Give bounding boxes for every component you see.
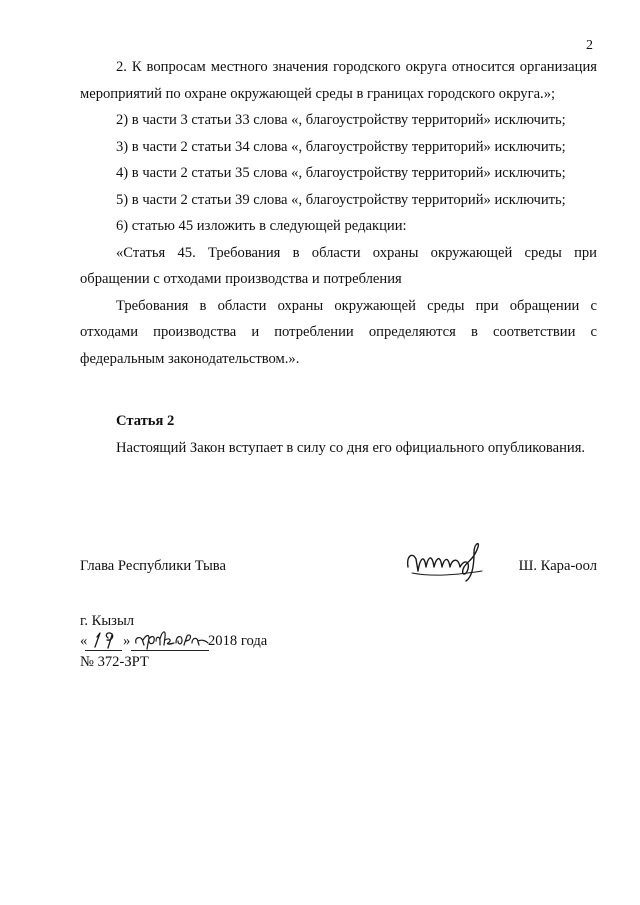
document-number: № 372-ЗРТ bbox=[80, 654, 149, 670]
date-month-underline bbox=[131, 650, 209, 651]
paragraph-amendment-2: 2) в части 3 статьи 33 слова «, благоустройству территорий» исключить; bbox=[116, 112, 566, 128]
date-close-quote: » bbox=[123, 633, 131, 649]
date-day-underline bbox=[85, 650, 122, 651]
article-2-heading: Статья 2 bbox=[116, 413, 175, 429]
document-body bbox=[80, 54, 597, 461]
paragraph-item-2: 2. К вопросам местного значения городского округа относится организация мероприятий по охране окружающей среды в границах городского округа.»; bbox=[80, 59, 597, 102]
paragraph-amendment-5: 5) в части 2 статьи 39 слова «, благоустройству территорий» исключить; bbox=[116, 191, 566, 208]
paragraph-amendment-6: 6) статью 45 изложить в следующей редакции: bbox=[116, 218, 407, 234]
signatory-name: Ш. Кара-оол bbox=[518, 558, 597, 574]
paragraph-amendment-3: 3) в части 2 статьи 34 слова «, благоустройству территорий» исключить; bbox=[116, 138, 566, 155]
paragraph-article-45-title: «Статья 45. Требования в области охраны окружающей среды при обращении с отходами производства и потребления bbox=[80, 244, 597, 287]
page-number: 2 bbox=[586, 38, 593, 53]
signatory-title: Глава Республики Тыва bbox=[80, 558, 226, 574]
paragraph-article-45-text: Требования в области охраны окружающей среды при обращении с отходами производства и потреблении определяются в соответствии с федеральным законодательством.». bbox=[80, 297, 597, 367]
place-date-block bbox=[80, 612, 380, 672]
handwritten-month bbox=[132, 627, 212, 651]
date-open-quote: « bbox=[80, 633, 88, 649]
date-year: 2018 года bbox=[208, 633, 268, 649]
handwritten-signature bbox=[402, 537, 498, 587]
section-spacer bbox=[80, 372, 597, 408]
paragraph-article-2-text: Настоящий Закон вступает в силу со дня его официального опубликования. bbox=[116, 439, 586, 456]
handwritten-day bbox=[86, 629, 122, 651]
place-city: г. Кызыл bbox=[80, 613, 135, 629]
signing-date bbox=[80, 631, 380, 653]
signature-block bbox=[80, 553, 597, 579]
paragraph-amendment-4: 4) в части 2 статьи 35 слова «, благоустройству территорий» исключить; bbox=[116, 165, 566, 181]
